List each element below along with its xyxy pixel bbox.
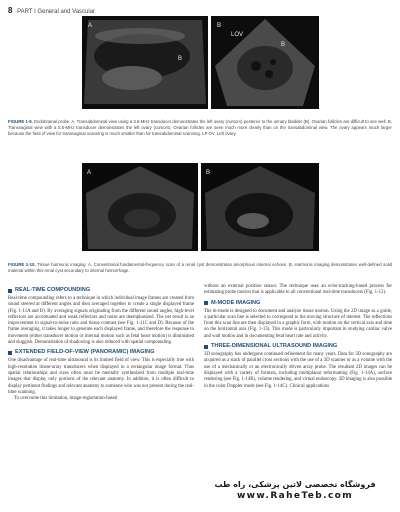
figure-1-10-caption-text: Tissue harmonic imaging. A, Conventional fundamental-frequency scan of a renal cyst demonstrates amorphous internal echoes. B, Harmonic imaging demonstrates well-defined solid material within this renal cyst secondary to internal hemorrhage. <box>8 262 392 273</box>
paragraph-compounding: Real-time compounding refers to a technique in which individual image frames are created from sound steered at different angles and then averaged together to create a single displayed frame (Fig. 1-11A and B). By averaging signals originating from the different sound angles, high-level reflectors are accentuated and weak reflectors and noise are deemphasized. The net result is an improvement in signal-to-noise ratio and tissue contrast (see Fig. 1-11C and D). Because of the frame averaging, it takes longer to generate each displayed frame, and therefore the response to movement (either transducer motion or internal motion such as fetal heart motion) is diminished and sluggish. Demonstration of shadowing is also reduced with spatial compounding. <box>8 296 194 346</box>
section-square-icon <box>8 351 12 355</box>
figure-1-10a-label: A <box>87 170 92 176</box>
section-square-icon <box>8 289 12 293</box>
bladder-label-a: B <box>178 56 183 62</box>
paragraph-m-mode: The m-mode is designed to document and analyze tissue motion. Using the 2D image as a guide, a particular scan line is selected to correspond to the moving structure of interest. The reflections from this scan line are then displayed in a graphic form, with motion on the vertical axis and time on the horizontal axis (Fig. 1-13). This mode is particularly important in studying cardiac valve and wall motion and in documenting fetal heart rate and activity. <box>204 308 392 339</box>
footer-watermark <box>200 480 390 501</box>
figure-1-9b-label: B <box>217 23 222 29</box>
figure-1-10b-image <box>201 163 319 251</box>
figure-1-10b-label: B <box>206 170 211 176</box>
figure-1-10-caption <box>8 262 392 274</box>
page-header <box>8 6 95 15</box>
paragraph-overcome: To overcome this limitation, image-registration-based <box>14 396 118 402</box>
lov-label: LOV <box>231 32 244 38</box>
paragraph-extended-fov: One disadvantage of real-time ultrasound is its limited field of view. This is especially true with high-resolution linear-array transducers when displayed in a rectangular image format. Thus spatial relationships and sizes often must be mentally synthesized from multiple real-time images that display only portions of the relevant anatomy. In addition, it is often difficult to display pertinent findings and relevant anatomy to someone who was not present during the real-time scanning. <box>8 358 194 395</box>
paragraph-echo-tracking: without an external position sensor. The technique uses an echo-tracking-based process for estimating probe motion that is applicable to all conventional real-time transducers (Fig. 1-12). <box>204 284 392 296</box>
figure-1-9b-image <box>211 16 319 109</box>
figure-1-9-caption-text: Endobrainal probe. A, Transabdominal view using a 3.5-MHz transducer demonstrates the left ovary (cursors) posterior to the urinary bladder (B). Ovarian follicles are difficult to see well. B, Transvaginal view with a 5.5-MHz transducer demonstrates the left ovary (cursors). Ovarian follicles are seen much more clearly than on the transabdominal view. The ovary appears much larger because the field of view for transvaginal scanning is much smaller than for transabdominal scanning. LP OV, Left ovary. <box>8 119 392 136</box>
figure-1-9-caption-number: FIGURE 1-9. <box>8 119 33 124</box>
section-heading-real-time-compounding: REAL-TIME COMPOUNDING <box>8 287 194 294</box>
paragraph-3d-ultrasound: 3D sonography has undergone continued refinement for many years. Data for 3D sonography are acquired as a stack of parallel cross sections with the use of a 3D scanner or as a volume with the use of a mechanically or an electronically driven array probe. The resultant 2D images can be displayed with a variety of formats, including multiplanar reformatting (Fig. 1-14A), surface rendering (see Fig. 1-14B), volume rendering, and virtual endoscopy. 3D imaging is also possible in the color Doppler mode (see Fig. 1-14C). Clinical applications <box>204 352 392 389</box>
section-heading-3d-ultrasound: THREE-DIMENSIONAL ULTRASOUND IMAGING <box>204 343 392 350</box>
left-column <box>8 284 194 402</box>
figure-1-9-caption <box>8 119 392 137</box>
section-heading-m-mode: M-MODE IMAGING <box>204 300 392 307</box>
footer-url[interactable]: www.RaheTeb.com <box>236 491 354 501</box>
page-number: 8 <box>8 6 13 15</box>
section-square-icon <box>204 345 208 349</box>
figure-1-9a-image <box>82 16 208 109</box>
figure-1-10a-image <box>82 163 198 251</box>
part-title: PART I General and Vascular <box>17 9 96 15</box>
right-column <box>204 284 392 390</box>
section-heading-extended-fov: EXTENDED FIELD-OF-VIEW (PANORAMIC) IMAGING <box>8 349 194 356</box>
figure-1-9a-label: A <box>88 23 93 29</box>
bladder-label-b: B <box>281 42 286 48</box>
section-square-icon <box>204 301 208 305</box>
figure-1-10-caption-number: FIGURE 1-10. <box>8 262 36 267</box>
footer-persian-text: فروشگاه تخصصی لاتین پزشکی، راه طب <box>214 480 376 489</box>
